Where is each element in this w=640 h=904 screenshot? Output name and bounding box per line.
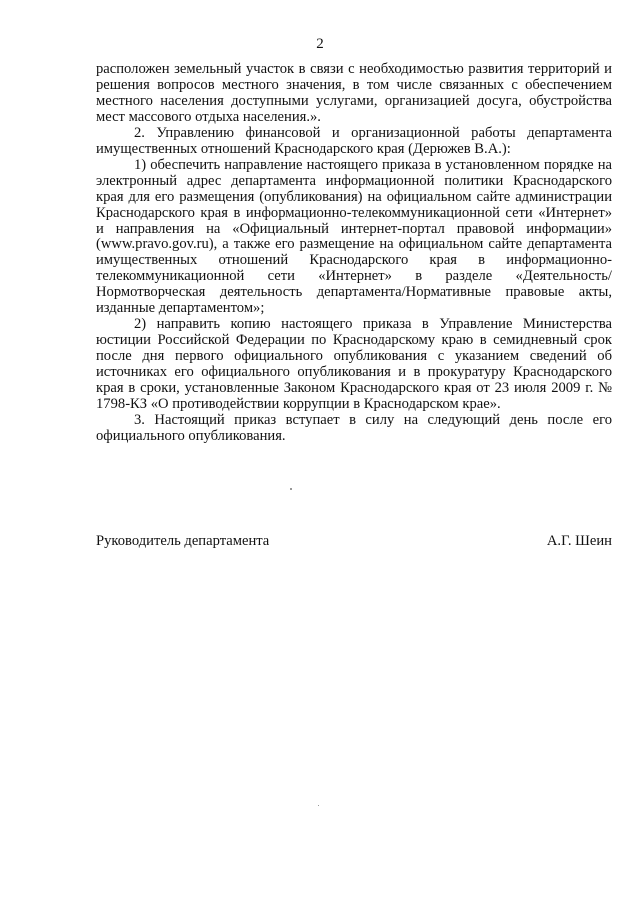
scan-speck (290, 488, 292, 490)
document-body (96, 62, 612, 445)
paragraph-subitem-2: 2) направить копию настоящего приказа в Управление Министерства юстиции Российской Федерации по Краснодарскому краю в семидневный срок после дня первого официального опубликования с указанием сведений об источниках его официального опубликования и в прокуратуру Краснодарского края в сроки, установленные Законом Краснодарского края от 23 июля 2009 г. № 1798-КЗ «О противодействии коррупции в Краснодарском крае». (96, 316, 612, 413)
paragraph-item-3: 3. Настоящий приказ вступает в силу на следующий день после его официального опубликования. (96, 411, 612, 444)
signatory-name: А.Г. Шеин (546, 533, 612, 549)
signature-block (96, 533, 612, 550)
paragraph-item-2: 2. Управлению финансовой и организационной работы департамента имущественных отношений Краснодарского края (Дерюжев В.А.): (96, 124, 612, 157)
signatory-position: Руководитель департамента (96, 533, 270, 549)
paragraph-subitem-1: 1) обеспечить направление настоящего приказа в установленном порядке на электронный адрес департамента информационной политики Краснодарского края для его размещения (опубликования) на официальном сайте администрации Краснодарского края в информационно-телекоммуникационной сети «Интернет» и направления на «Официальный интернет-портал правовой информации» (www.pravo.gov.ru), а также его размещение на официальном сайте департамента имущественных отношений Краснодарского края в информационно-телекоммуникационной сети «Интернет» в разделе «Деятельность/Нормотворческая деятельность департамента/Нормативные правовые акты, изданные департаментом»; (96, 156, 612, 317)
paragraph-continuation: расположен земельный участок в связи с необходимостью развития территорий и решения вопросов местного значения, в том числе связанных с обеспечением местного населения доступными услугами, организацией досуга, обустройства мест массового отдыха населения.». (96, 61, 612, 125)
page-number: 2 (316, 36, 324, 52)
scan-speck (318, 805, 319, 806)
